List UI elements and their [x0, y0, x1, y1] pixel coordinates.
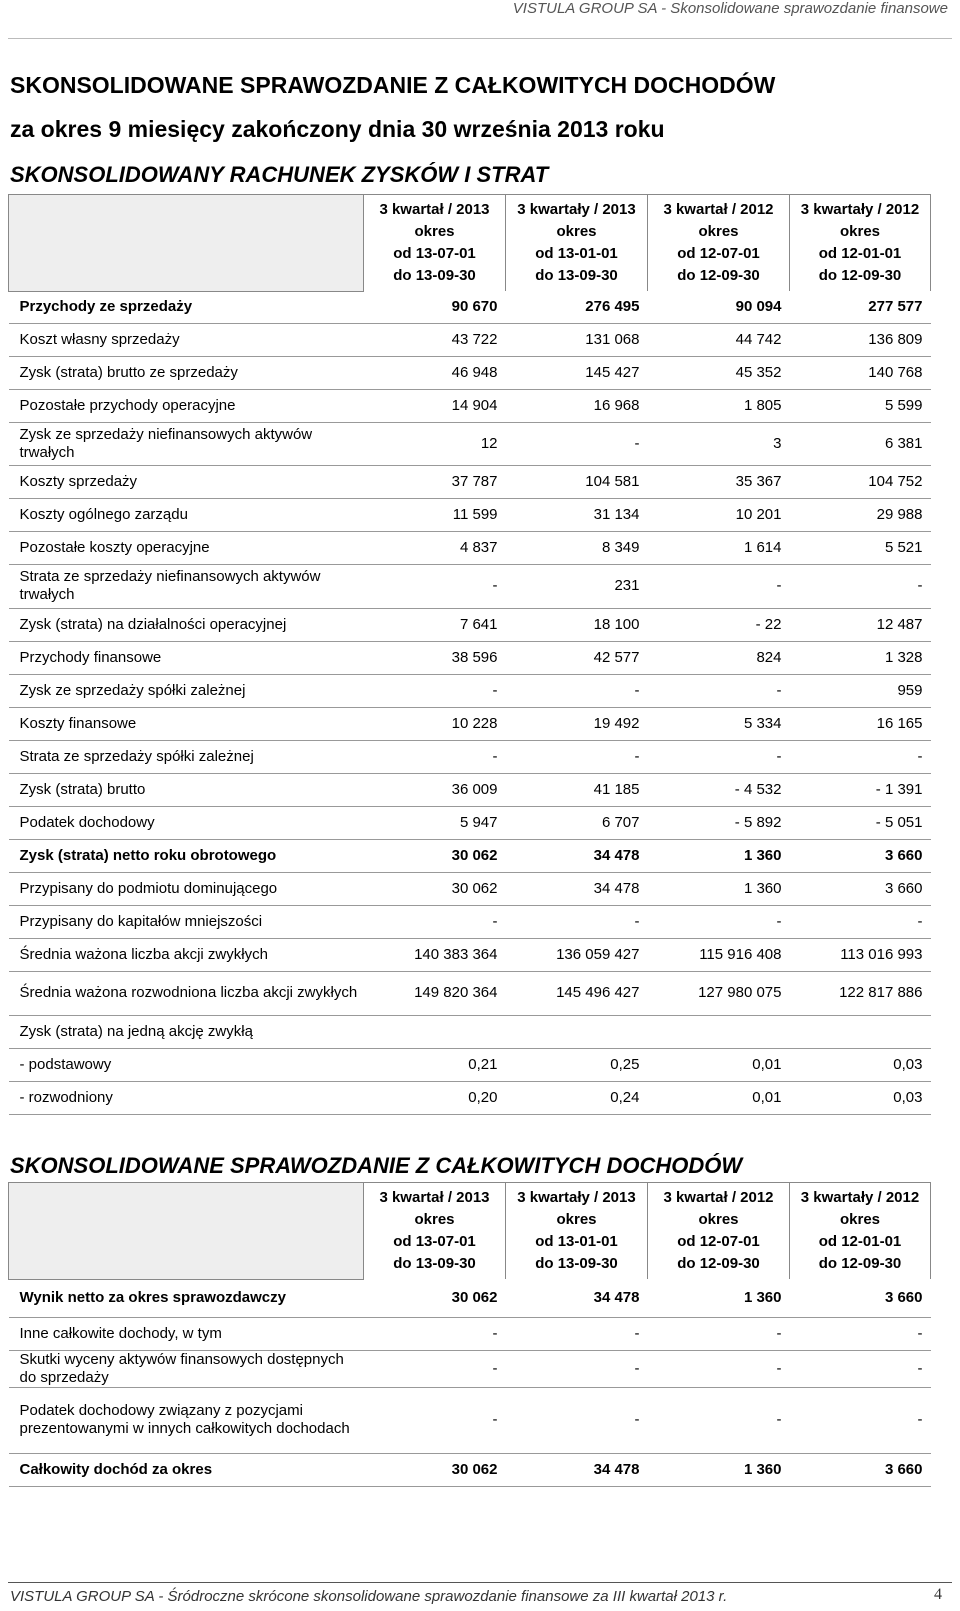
row-value: 0,03	[790, 1048, 931, 1081]
header-blank-cell	[9, 195, 364, 292]
row-value: -	[364, 674, 506, 707]
row-value: 131 068	[506, 323, 648, 356]
row-value: - 5 892	[648, 806, 790, 839]
row-value: 30 062	[364, 872, 506, 905]
row-value: 18 100	[506, 608, 648, 641]
row-value: 10 228	[364, 707, 506, 740]
row-value: 824	[648, 641, 790, 674]
row-label: Zysk (strata) netto roku obrotowego	[9, 839, 364, 872]
row-value: 19 492	[506, 707, 648, 740]
column-header: 3 kwartały / 2012 okres od 12-01-01 do 12-09-30	[790, 1183, 931, 1280]
row-value: - 1 391	[790, 773, 931, 806]
row-value: -	[790, 1387, 931, 1453]
row-value: 140 768	[790, 356, 931, 389]
table-row	[9, 641, 931, 674]
row-value	[364, 1015, 506, 1048]
row-value: -	[506, 740, 648, 773]
row-label: - podstawowy	[9, 1048, 364, 1081]
row-value: 1 360	[648, 839, 790, 872]
row-value: -	[364, 1317, 506, 1350]
row-label: Średnia ważona rozwodniona liczba akcji zwykłych	[9, 971, 364, 1015]
running-header: VISTULA GROUP SA - Skonsolidowane sprawozdanie finansowe	[512, 0, 948, 17]
row-value: 1 360	[648, 872, 790, 905]
row-value: 44 742	[648, 323, 790, 356]
row-value: 36 009	[364, 773, 506, 806]
row-value: -	[648, 1317, 790, 1350]
column-header: 3 kwartały / 2013 okres od 13-01-01 do 13-09-30	[506, 195, 648, 292]
document-subtitle: za okres 9 miesięcy zakończony dnia 30 września 2013 roku	[10, 116, 665, 142]
table-row	[9, 465, 931, 498]
table-row	[9, 498, 931, 531]
row-value: 1 614	[648, 531, 790, 564]
row-value: 5 599	[790, 389, 931, 422]
table-row	[9, 806, 931, 839]
table-row	[9, 938, 931, 971]
row-value: - 4 532	[648, 773, 790, 806]
row-value: 6 707	[506, 806, 648, 839]
table-row	[9, 356, 931, 389]
row-label: Przychody finansowe	[9, 641, 364, 674]
row-value: 34 478	[506, 1453, 648, 1486]
row-value: -	[648, 1387, 790, 1453]
row-value: 113 016 993	[790, 938, 931, 971]
income-statement-table	[8, 194, 931, 1115]
row-value: 5 947	[364, 806, 506, 839]
row-value: 0,03	[790, 1081, 931, 1114]
row-value: -	[648, 564, 790, 608]
row-label: Skutki wyceny aktywów finansowych dostępnych do sprzedaży	[9, 1350, 364, 1387]
row-label: Zysk ze sprzedaży spółki zależnej	[9, 674, 364, 707]
row-label: Koszty sprzedaży	[9, 465, 364, 498]
comprehensive-income-table	[8, 1182, 931, 1487]
row-value: 145 496 427	[506, 971, 648, 1015]
row-value: -	[506, 1387, 648, 1453]
footer-rule	[8, 1582, 952, 1583]
row-value: 136 809	[790, 323, 931, 356]
row-value: 3 660	[790, 839, 931, 872]
row-value: 0,01	[648, 1048, 790, 1081]
row-label: Podatek dochodowy	[9, 806, 364, 839]
row-value: 31 134	[506, 498, 648, 531]
row-value: 43 722	[364, 323, 506, 356]
row-value: 38 596	[364, 641, 506, 674]
table-header-row	[9, 1183, 931, 1280]
table-row	[9, 773, 931, 806]
row-value: 12	[364, 422, 506, 465]
column-header: 3 kwartały / 2012 okres od 12-01-01 do 12-09-30	[790, 195, 931, 292]
row-value: 5 334	[648, 707, 790, 740]
row-value: - 5 051	[790, 806, 931, 839]
row-value: 42 577	[506, 641, 648, 674]
row-value: -	[364, 1350, 506, 1387]
header-rule	[8, 38, 952, 39]
row-value: 4 837	[364, 531, 506, 564]
row-label: Strata ze sprzedaży spółki zależnej	[9, 740, 364, 773]
table-row	[9, 608, 931, 641]
row-value: -	[790, 1350, 931, 1387]
table-row	[9, 1317, 931, 1350]
table-row	[9, 323, 931, 356]
table-row	[9, 740, 931, 773]
row-value: 127 980 075	[648, 971, 790, 1015]
running-footer: VISTULA GROUP SA - Śródroczne skrócone skonsolidowane sprawozdanie finansowe za III kwartał 2013 r.	[10, 1588, 728, 1605]
column-header: 3 kwartał / 2013 okres od 13-07-01 do 13-09-30	[364, 1183, 506, 1280]
row-value: -	[506, 1317, 648, 1350]
row-value: 104 752	[790, 465, 931, 498]
row-value: -	[506, 422, 648, 465]
row-value: 46 948	[364, 356, 506, 389]
row-value: 12 487	[790, 608, 931, 641]
row-value: -	[790, 564, 931, 608]
row-value: 29 988	[790, 498, 931, 531]
row-value: 277 577	[790, 291, 931, 323]
row-label: Zysk ze sprzedaży niefinansowych aktywów trwałych	[9, 422, 364, 465]
table-row	[9, 707, 931, 740]
table-row	[9, 1387, 931, 1453]
row-value: 10 201	[648, 498, 790, 531]
row-value: 0,24	[506, 1081, 648, 1114]
row-value: -	[790, 740, 931, 773]
row-value: -	[648, 1350, 790, 1387]
table-row	[9, 1350, 931, 1387]
row-label: Przypisany do podmiotu dominującego	[9, 872, 364, 905]
table-header-row	[9, 195, 931, 292]
row-label: Pozostałe przychody operacyjne	[9, 389, 364, 422]
row-value: 1 805	[648, 389, 790, 422]
row-value: 16 165	[790, 707, 931, 740]
row-value: 149 820 364	[364, 971, 506, 1015]
document-title: SKONSOLIDOWANE SPRAWOZDANIE Z CAŁKOWITYCH DOCHODÓW	[10, 72, 776, 98]
row-value: -	[506, 674, 648, 707]
row-value: 231	[506, 564, 648, 608]
row-value: 30 062	[364, 839, 506, 872]
row-value: 145 427	[506, 356, 648, 389]
row-value: 34 478	[506, 1279, 648, 1317]
row-value: 11 599	[364, 498, 506, 531]
table-row	[9, 1048, 931, 1081]
column-header: 3 kwartał / 2012 okres od 12-07-01 do 12-09-30	[648, 1183, 790, 1280]
row-label: Przypisany do kapitałów mniejszości	[9, 905, 364, 938]
row-label: Strata ze sprzedaży niefinansowych aktywów trwałych	[9, 564, 364, 608]
row-label: Przychody ze sprzedaży	[9, 291, 364, 323]
row-value: 0,20	[364, 1081, 506, 1114]
header-blank-cell	[9, 1183, 364, 1280]
column-header: 3 kwartał / 2012 okres od 12-07-01 do 12-09-30	[648, 195, 790, 292]
table-row	[9, 389, 931, 422]
row-value: -	[506, 1350, 648, 1387]
table-row	[9, 422, 931, 465]
table-row	[9, 905, 931, 938]
row-value: 5 521	[790, 531, 931, 564]
table-row	[9, 674, 931, 707]
row-value: -	[364, 905, 506, 938]
row-value: 104 581	[506, 465, 648, 498]
row-label: - rozwodniony	[9, 1081, 364, 1114]
row-label: Koszt własny sprzedaży	[9, 323, 364, 356]
row-value: 30 062	[364, 1453, 506, 1486]
row-label: Inne całkowite dochody, w tym	[9, 1317, 364, 1350]
row-value: 34 478	[506, 839, 648, 872]
row-value: 90 094	[648, 291, 790, 323]
row-value: 1 328	[790, 641, 931, 674]
table-row	[9, 291, 931, 323]
row-label: Podatek dochodowy związany z pozycjami prezentowanymi w innych całkowitych dochodach	[9, 1387, 364, 1453]
column-header: 3 kwartały / 2013 okres od 13-01-01 do 13-09-30	[506, 1183, 648, 1280]
table-row	[9, 971, 931, 1015]
row-value: 16 968	[506, 389, 648, 422]
row-value: 45 352	[648, 356, 790, 389]
row-value: 3 660	[790, 1279, 931, 1317]
row-label: Zysk (strata) brutto ze sprzedaży	[9, 356, 364, 389]
row-value: 959	[790, 674, 931, 707]
row-label: Zysk (strata) na jedną akcję zwykłą	[9, 1015, 364, 1048]
row-value: 276 495	[506, 291, 648, 323]
row-value: 90 670	[364, 291, 506, 323]
row-value: 1 360	[648, 1279, 790, 1317]
row-label: Zysk (strata) na działalności operacyjnej	[9, 608, 364, 641]
row-value: -	[648, 740, 790, 773]
row-label: Zysk (strata) brutto	[9, 773, 364, 806]
row-value: 0,01	[648, 1081, 790, 1114]
row-value	[506, 1015, 648, 1048]
table-row	[9, 564, 931, 608]
row-value: 14 904	[364, 389, 506, 422]
row-value: 6 381	[790, 422, 931, 465]
row-value: 41 185	[506, 773, 648, 806]
row-label: Pozostałe koszty operacyjne	[9, 531, 364, 564]
row-label: Średnia ważona liczba akcji zwykłych	[9, 938, 364, 971]
row-value: -	[364, 1387, 506, 1453]
row-value: - 22	[648, 608, 790, 641]
row-value	[790, 1015, 931, 1048]
section-title-comprehensive-income: SKONSOLIDOWANE SPRAWOZDANIE Z CAŁKOWITYCH DOCHODÓW	[10, 1153, 743, 1178]
row-label: Koszty finansowe	[9, 707, 364, 740]
row-value: 140 383 364	[364, 938, 506, 971]
table-row	[9, 1279, 931, 1317]
row-label: Wynik netto za okres sprawozdawczy	[9, 1279, 364, 1317]
table-row	[9, 1015, 931, 1048]
row-value: 30 062	[364, 1279, 506, 1317]
row-value: 3 660	[790, 872, 931, 905]
table-row	[9, 1453, 931, 1486]
row-value: -	[364, 740, 506, 773]
row-label: Całkowity dochód za okres	[9, 1453, 364, 1486]
row-value	[648, 1015, 790, 1048]
row-value: 7 641	[364, 608, 506, 641]
table-row	[9, 839, 931, 872]
table-row	[9, 872, 931, 905]
row-value: 35 367	[648, 465, 790, 498]
row-value: 8 349	[506, 531, 648, 564]
row-value: 3 660	[790, 1453, 931, 1486]
row-value: -	[648, 905, 790, 938]
row-value: -	[364, 564, 506, 608]
row-value: 115 916 408	[648, 938, 790, 971]
row-value: 37 787	[364, 465, 506, 498]
row-value: 122 817 886	[790, 971, 931, 1015]
row-value: -	[790, 1317, 931, 1350]
row-label: Koszty ogólnego zarządu	[9, 498, 364, 531]
row-value: 34 478	[506, 872, 648, 905]
row-value: -	[506, 905, 648, 938]
row-value: 136 059 427	[506, 938, 648, 971]
column-header: 3 kwartał / 2013 okres od 13-07-01 do 13-09-30	[364, 195, 506, 292]
row-value: -	[648, 674, 790, 707]
table-row	[9, 531, 931, 564]
section-title-income-statement: SKONSOLIDOWANY RACHUNEK ZYSKÓW I STRAT	[10, 162, 549, 187]
row-value: 3	[648, 422, 790, 465]
row-value: -	[790, 905, 931, 938]
row-value: 0,21	[364, 1048, 506, 1081]
row-value: 1 360	[648, 1453, 790, 1486]
table-row	[9, 1081, 931, 1114]
page-number: 4	[934, 1586, 942, 1603]
row-value: 0,25	[506, 1048, 648, 1081]
